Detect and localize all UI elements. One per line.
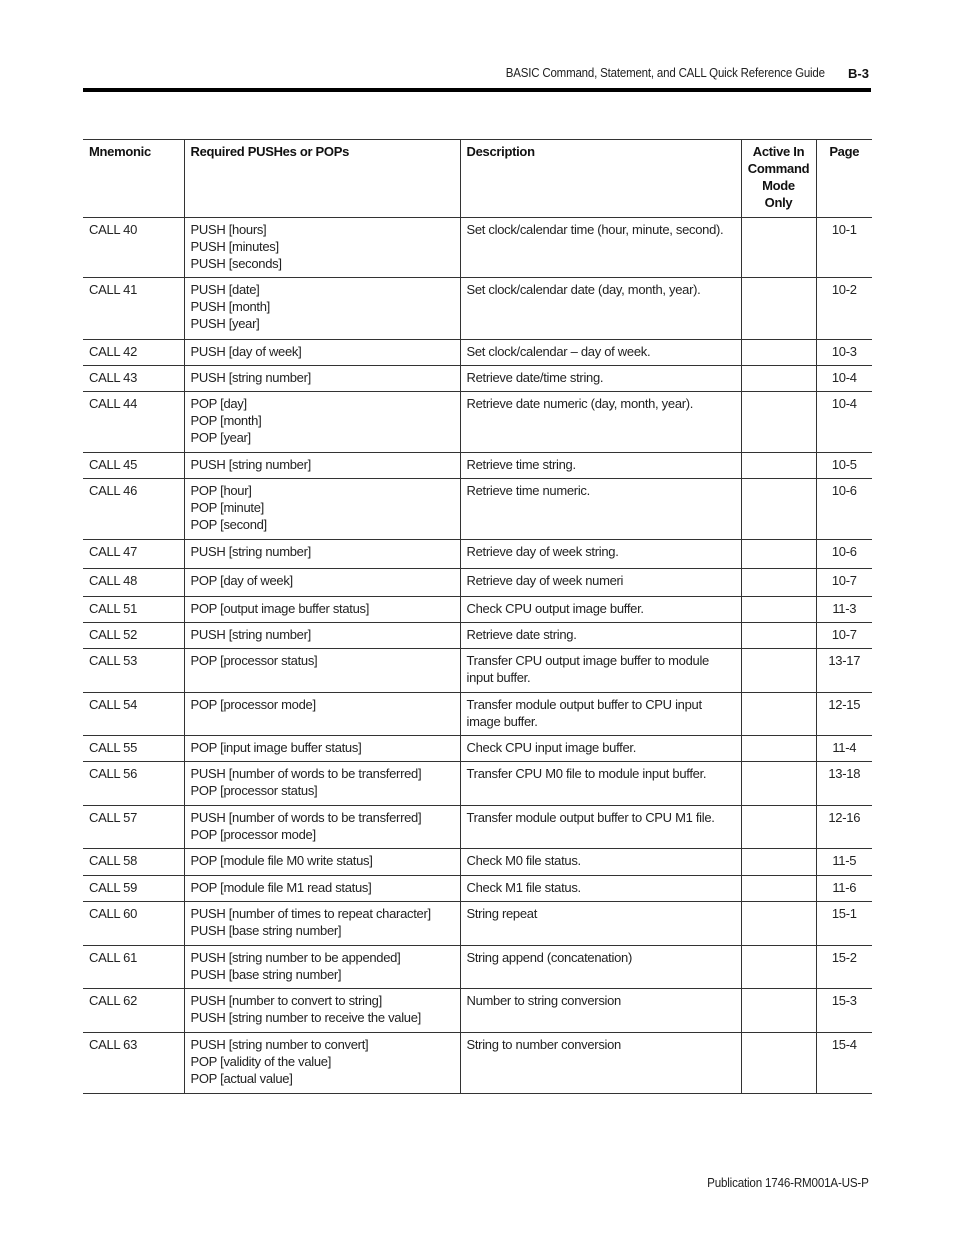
cell-description: Retrieve time string.	[460, 453, 741, 479]
cell-mnemonic: CALL 47	[83, 540, 184, 569]
cell-page: 15-3	[816, 989, 872, 1033]
stack-operation: POP [processor mode]	[190, 697, 316, 712]
cell-description: Set clock/calendar date (day, month, year).	[460, 278, 741, 340]
cell-active-command-mode	[741, 278, 816, 340]
cell-mnemonic: CALL 57	[83, 806, 184, 849]
stack-operation: POP [hour]	[190, 483, 252, 498]
cell-page: 11-4	[816, 736, 872, 762]
cell-pushes-pops	[184, 849, 460, 876]
cell-mnemonic: CALL 51	[83, 597, 184, 623]
stack-operation: PUSH [string number]	[190, 370, 311, 385]
cell-active-command-mode	[741, 540, 816, 569]
cell-active-command-mode	[741, 762, 816, 806]
cell-description: Check M0 file status.	[460, 849, 741, 876]
cell-active-command-mode	[741, 902, 816, 946]
cell-active-command-mode	[741, 340, 816, 366]
cell-page: 10-7	[816, 623, 872, 649]
table-row	[83, 278, 872, 340]
stack-operation: POP [month]	[190, 413, 262, 428]
cell-mnemonic: CALL 62	[83, 989, 184, 1033]
cell-description: Transfer CPU M0 file to module input buffer.	[460, 762, 741, 806]
cell-pushes-pops	[184, 569, 460, 597]
cell-pushes-pops	[184, 392, 460, 453]
cell-active-command-mode	[741, 946, 816, 989]
cell-pushes-pops	[184, 946, 460, 989]
cell-mnemonic: CALL 54	[83, 693, 184, 736]
page-number: B-3	[848, 66, 869, 81]
table-row	[83, 366, 872, 392]
cell-page: 10-7	[816, 569, 872, 597]
cell-mnemonic: CALL 42	[83, 340, 184, 366]
page-header	[83, 64, 871, 92]
column-header-mnemonic: Mnemonic	[83, 140, 184, 218]
cell-mnemonic: CALL 40	[83, 218, 184, 278]
stack-operation: POP [processor mode]	[190, 827, 316, 842]
cell-active-command-mode	[741, 806, 816, 849]
stack-operation: POP [day of week]	[190, 573, 293, 588]
stack-operation: PUSH [string number]	[190, 544, 311, 559]
stack-operation: POP [processor status]	[190, 653, 318, 668]
cell-page: 13-18	[816, 762, 872, 806]
stack-operation: PUSH [number of words to be transferred]	[190, 810, 422, 825]
cell-active-command-mode	[741, 736, 816, 762]
stack-operation: PUSH [string number to convert]	[190, 1037, 369, 1052]
cell-description: Set clock/calendar time (hour, minute, second).	[460, 218, 741, 278]
cell-page: 10-1	[816, 218, 872, 278]
cell-pushes-pops	[184, 479, 460, 540]
cell-active-command-mode	[741, 569, 816, 597]
stack-operation: PUSH [string number]	[190, 627, 311, 642]
cell-pushes-pops	[184, 340, 460, 366]
cell-mnemonic: CALL 46	[83, 479, 184, 540]
table-row	[83, 623, 872, 649]
table-body	[83, 218, 872, 1094]
stack-operation: PUSH [date]	[190, 282, 260, 297]
cell-description: String repeat	[460, 902, 741, 946]
cell-mnemonic: CALL 48	[83, 569, 184, 597]
cell-active-command-mode	[741, 218, 816, 278]
column-header-description: Description	[460, 140, 741, 218]
cell-pushes-pops	[184, 366, 460, 392]
cell-active-command-mode	[741, 623, 816, 649]
table-row	[83, 597, 872, 623]
cell-mnemonic: CALL 44	[83, 392, 184, 453]
cell-mnemonic: CALL 45	[83, 453, 184, 479]
stack-operation: PUSH [base string number]	[190, 967, 342, 982]
cell-pushes-pops	[184, 989, 460, 1033]
cell-pushes-pops	[184, 218, 460, 278]
cell-active-command-mode	[741, 392, 816, 453]
table-row	[83, 340, 872, 366]
table-row	[83, 392, 872, 453]
cell-page: 13-17	[816, 649, 872, 693]
cell-description: String append (concatenation)	[460, 946, 741, 989]
stack-operation: PUSH [number of words to be transferred]	[190, 766, 422, 781]
stack-operation: PUSH [seconds]	[190, 256, 282, 271]
cell-description: Transfer module output buffer to CPU input image buffer.	[460, 693, 741, 736]
stack-operation: POP [minute]	[190, 500, 264, 515]
table-header-row	[83, 140, 872, 218]
cell-page: 15-2	[816, 946, 872, 989]
cell-description: Check CPU output image buffer.	[460, 597, 741, 623]
cell-pushes-pops	[184, 278, 460, 340]
cell-page: 10-5	[816, 453, 872, 479]
cell-mnemonic: CALL 59	[83, 876, 184, 902]
cell-description: Check M1 file status.	[460, 876, 741, 902]
cell-page: 12-15	[816, 693, 872, 736]
table-row	[83, 649, 872, 693]
cell-page: 10-3	[816, 340, 872, 366]
cell-description: Transfer module output buffer to CPU M1 file.	[460, 806, 741, 849]
cell-page: 15-1	[816, 902, 872, 946]
cell-page: 10-6	[816, 540, 872, 569]
cell-active-command-mode	[741, 1033, 816, 1094]
cell-mnemonic: CALL 58	[83, 849, 184, 876]
cell-active-command-mode	[741, 989, 816, 1033]
cell-mnemonic: CALL 56	[83, 762, 184, 806]
cell-pushes-pops	[184, 649, 460, 693]
cell-description: Retrieve date numeric (day, month, year).	[460, 392, 741, 453]
table-row	[83, 569, 872, 597]
call-reference-table	[83, 139, 872, 1094]
cell-active-command-mode	[741, 693, 816, 736]
cell-active-command-mode	[741, 453, 816, 479]
cell-mnemonic: CALL 55	[83, 736, 184, 762]
cell-description: Check CPU input image buffer.	[460, 736, 741, 762]
cell-mnemonic: CALL 63	[83, 1033, 184, 1094]
cell-mnemonic: CALL 60	[83, 902, 184, 946]
table-row	[83, 946, 872, 989]
cell-description: Retrieve day of week string.	[460, 540, 741, 569]
stack-operation: POP [validity of the value]	[190, 1054, 332, 1069]
table-row	[83, 218, 872, 278]
stack-operation: POP [processor status]	[190, 783, 318, 798]
cell-description: Transfer CPU output image buffer to module input buffer.	[460, 649, 741, 693]
cell-page: 10-2	[816, 278, 872, 340]
cell-active-command-mode	[741, 849, 816, 876]
cell-page: 11-6	[816, 876, 872, 902]
cell-description: Retrieve date/time string.	[460, 366, 741, 392]
cell-pushes-pops	[184, 806, 460, 849]
cell-pushes-pops	[184, 876, 460, 902]
cell-active-command-mode	[741, 366, 816, 392]
table-row	[83, 1033, 872, 1094]
stack-operation: PUSH [number to convert to string]	[190, 993, 382, 1008]
table-row	[83, 876, 872, 902]
cell-pushes-pops	[184, 736, 460, 762]
cell-description: Retrieve time numeric.	[460, 479, 741, 540]
cell-pushes-pops	[184, 597, 460, 623]
column-header-active-in-command-mode: Active In Command Mode Only	[741, 140, 816, 218]
table-row	[83, 806, 872, 849]
stack-operation: POP [module file M0 write status]	[190, 853, 373, 868]
table-row	[83, 453, 872, 479]
stack-operation: PUSH [string number]	[190, 457, 311, 472]
table-row	[83, 693, 872, 736]
stack-operation: PUSH [base string number]	[190, 923, 342, 938]
cell-pushes-pops	[184, 623, 460, 649]
stack-operation: PUSH [number of times to repeat character]	[190, 906, 431, 921]
cell-page: 10-4	[816, 366, 872, 392]
cell-pushes-pops	[184, 540, 460, 569]
table-row	[83, 540, 872, 569]
table-row	[83, 849, 872, 876]
table-row	[83, 989, 872, 1033]
stack-operation: PUSH [string number to receive the value]	[190, 1010, 421, 1025]
cell-mnemonic: CALL 61	[83, 946, 184, 989]
stack-operation: PUSH [minutes]	[190, 239, 279, 254]
cell-mnemonic: CALL 41	[83, 278, 184, 340]
publication-footer: Publication 1746-RM001A-US-P	[707, 1176, 869, 1190]
table-row	[83, 902, 872, 946]
cell-page: 11-5	[816, 849, 872, 876]
cell-description: Number to string conversion	[460, 989, 741, 1033]
stack-operation: PUSH [string number to be appended]	[190, 950, 401, 965]
cell-pushes-pops	[184, 693, 460, 736]
cell-description: String to number conversion	[460, 1033, 741, 1094]
cell-pushes-pops	[184, 902, 460, 946]
cell-pushes-pops	[184, 762, 460, 806]
column-header-page: Page	[816, 140, 872, 218]
cell-description: Set clock/calendar – day of week.	[460, 340, 741, 366]
cell-page: 12-16	[816, 806, 872, 849]
cell-page: 10-6	[816, 479, 872, 540]
cell-pushes-pops	[184, 453, 460, 479]
stack-operation: POP [day]	[190, 396, 247, 411]
stack-operation: POP [input image buffer status]	[190, 740, 362, 755]
stack-operation: POP [year]	[190, 430, 251, 445]
cell-active-command-mode	[741, 876, 816, 902]
stack-operation: POP [output image buffer status]	[190, 601, 370, 616]
cell-active-command-mode	[741, 649, 816, 693]
table-row	[83, 762, 872, 806]
cell-mnemonic: CALL 43	[83, 366, 184, 392]
cell-mnemonic: CALL 52	[83, 623, 184, 649]
cell-description: Retrieve date string.	[460, 623, 741, 649]
cell-description: Retrieve day of week numeri	[460, 569, 741, 597]
cell-active-command-mode	[741, 597, 816, 623]
stack-operation: PUSH [month]	[190, 299, 270, 314]
stack-operation: PUSH [day of week]	[190, 344, 302, 359]
stack-operation: POP [module file M1 read status]	[190, 880, 372, 895]
table-row	[83, 479, 872, 540]
stack-operation: POP [second]	[190, 517, 267, 532]
stack-operation: PUSH [year]	[190, 316, 260, 331]
cell-page: 11-3	[816, 597, 872, 623]
cell-page: 10-4	[816, 392, 872, 453]
cell-page: 15-4	[816, 1033, 872, 1094]
cell-pushes-pops	[184, 1033, 460, 1094]
table-row	[83, 736, 872, 762]
stack-operation: POP [actual value]	[190, 1071, 293, 1086]
column-header-pushes-pops: Required PUSHes or POPs	[184, 140, 460, 218]
running-header-title: BASIC Command, Statement, and CALL Quick Reference Guide	[505, 66, 825, 80]
cell-mnemonic: CALL 53	[83, 649, 184, 693]
cell-active-command-mode	[741, 479, 816, 540]
stack-operation: PUSH [hours]	[190, 222, 267, 237]
